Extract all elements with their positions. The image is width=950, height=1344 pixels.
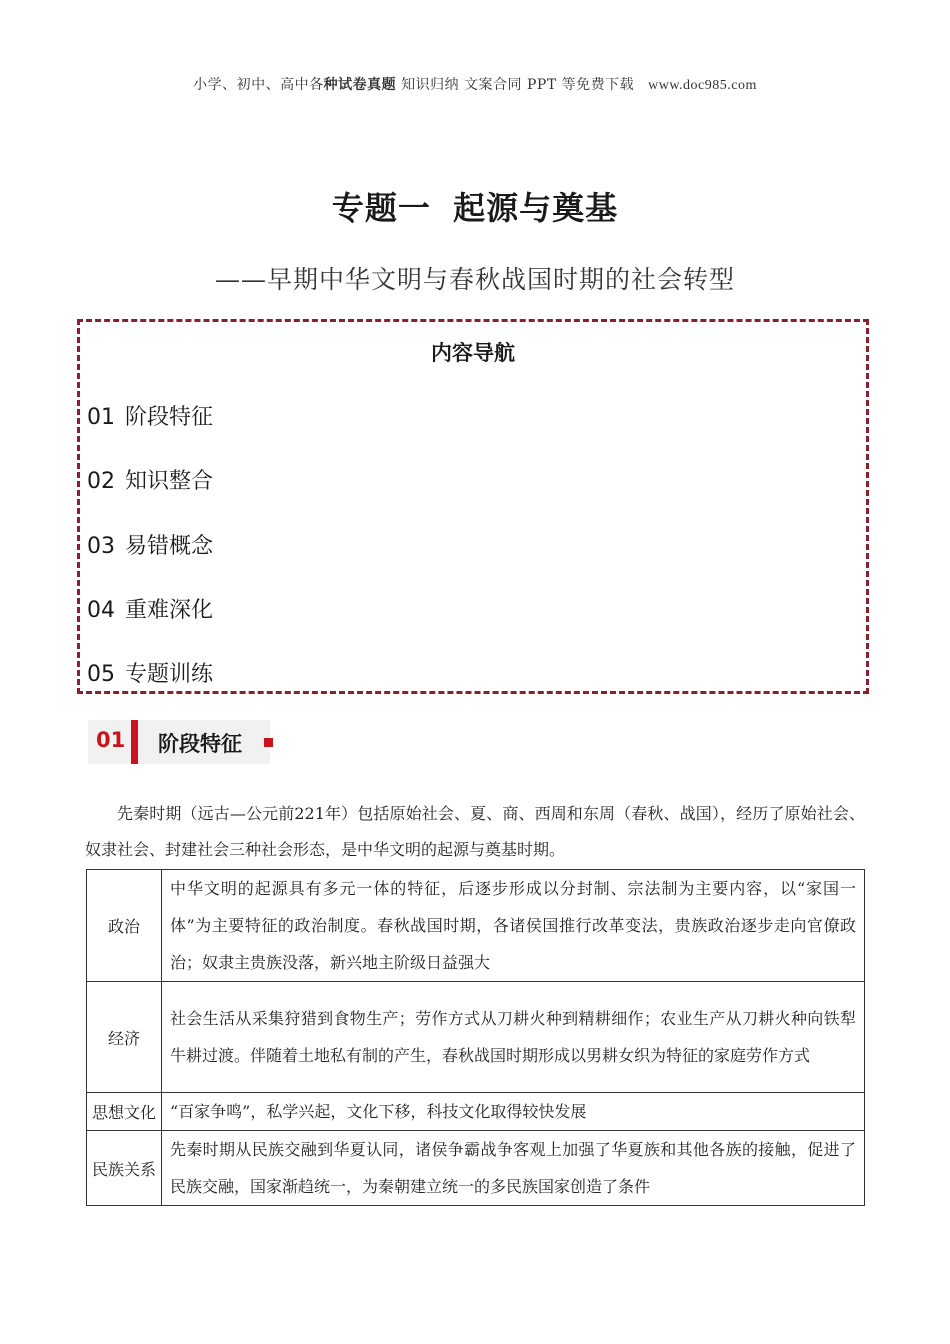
table-row bbox=[87, 1131, 865, 1206]
table-category: 民族关系 bbox=[87, 1131, 162, 1206]
intro-paragraph: 先秦时期（远古—公元前221年）包括原始社会、夏、商、西周和东周（春秋、战国），经历了原始社会、奴隶社会、封建社会三种社会形态，是中华文明的起源与奠基时期。 bbox=[85, 804, 865, 859]
page-subtitle: ——早期中华文明与春秋战国时期的社会转型 bbox=[214, 265, 735, 294]
section-heading bbox=[88, 720, 270, 764]
table-description: 中华文明的起源具有多元一体的特征，后逐步形成以分封制、宗法制为主要内容，以“家国一体”为主要特征的政治制度。春秋战国时期，各诸侯国推行改革变法，贵族政治逐步走向官僚政治；奴隶主贵族没落，新兴地主阶级日益强大 bbox=[162, 870, 865, 982]
nav-item-number: 01 bbox=[87, 405, 115, 430]
nav-item-5[interactable] bbox=[87, 657, 213, 688]
table-row bbox=[87, 870, 865, 982]
page-title: 专题一 起源与奠基 bbox=[331, 189, 619, 227]
nav-item-1[interactable] bbox=[87, 400, 213, 431]
table-row bbox=[87, 982, 865, 1093]
table-category: 思想文化 bbox=[87, 1093, 162, 1131]
section-accent-bar bbox=[131, 720, 138, 764]
header-text-c: 知识归纳 文案合同 PPT 等免费下载 bbox=[396, 77, 635, 93]
nav-item-number: 04 bbox=[87, 598, 115, 623]
nav-item-number: 02 bbox=[87, 469, 115, 494]
table-description: 先秦时期从民族交融到华夏认同，诸侯争霸战争客观上加强了华夏族和其他各族的接触，促进了民族交融，国家渐趋统一，为秦朝建立统一的多民族国家创造了条件 bbox=[162, 1131, 865, 1206]
header-text-a: 小学、初中、高中各 bbox=[193, 77, 324, 93]
table-row bbox=[87, 1093, 865, 1131]
section-label: 阶段特征 bbox=[158, 732, 242, 756]
table-category: 经济 bbox=[87, 982, 162, 1093]
table-description: 社会生活从采集狩猎到食物生产；劳作方式从刀耕火种到精耕细作；农业生产从刀耕火种向铁犁牛耕过渡。伴随着土地私有制的产生，春秋战国时期形成以男耕女织为特征的家庭劳作方式 bbox=[162, 982, 865, 1093]
table-description: “百家争鸣”，私学兴起，文化下移，科技文化取得较快发展 bbox=[162, 1093, 865, 1131]
stage-features-table bbox=[86, 869, 865, 1206]
nav-item-label: 重难深化 bbox=[125, 598, 214, 623]
content-navigation bbox=[77, 319, 869, 694]
header-url-link[interactable]: www.doc985.com bbox=[648, 78, 757, 93]
nav-item-label: 阶段特征 bbox=[125, 405, 214, 430]
nav-title: 内容导航 bbox=[431, 341, 515, 365]
nav-item-label: 易错概念 bbox=[125, 534, 214, 559]
nav-item-2[interactable] bbox=[87, 464, 213, 495]
nav-item-number: 05 bbox=[87, 662, 115, 687]
nav-item-label: 专题训练 bbox=[125, 662, 214, 687]
header-text-b: 种试卷真题 bbox=[323, 77, 397, 93]
nav-item-number: 03 bbox=[87, 534, 115, 559]
nav-item-label: 知识整合 bbox=[125, 469, 214, 494]
nav-item-4[interactable] bbox=[87, 593, 213, 624]
nav-item-3[interactable] bbox=[87, 529, 213, 560]
table-category: 政治 bbox=[87, 870, 162, 982]
site-header bbox=[0, 74, 950, 94]
section-number: 01 bbox=[96, 728, 126, 752]
square-bullet-icon bbox=[264, 738, 273, 747]
